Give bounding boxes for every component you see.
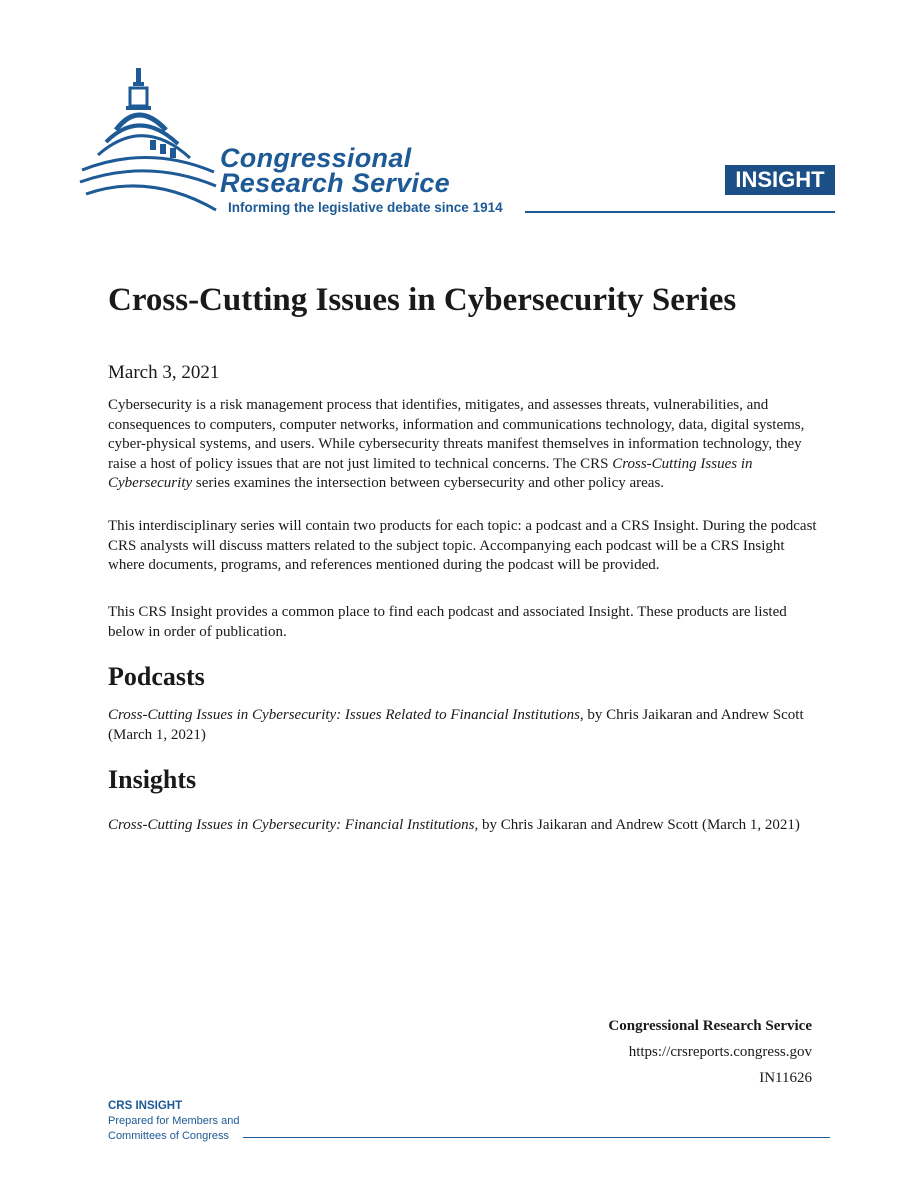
insights-heading: Insights [108,765,197,794]
crs-insight-label [108,1099,239,1144]
series-name-italic: Cross-Cutting Issues in Cybersecurity [108,455,753,491]
insight-link[interactable]: Cross-Cutting Issues in Cybersecurity: Financial Institutions [108,817,475,833]
crs-insight-label-line2: Prepared for Members and [108,1115,240,1127]
podcast-byline: , by Chris Jaikaran and Andrew Scott (March 1, 2021) [108,707,804,743]
page-title: Cross-Cutting Issues in Cybersecurity Series [108,282,737,318]
insight-byline: , by Chris Jaikaran and Andrew Scott (March 1, 2021) [474,817,800,833]
org-tagline: Informing the legislative debate since 1914 [228,200,503,215]
publication-date: March 3, 2021 [108,362,220,383]
header-divider [525,211,835,213]
capitol-dome-logo [78,60,223,215]
podcast-list-item [108,706,818,745]
crs-insight-label-line3: Committees of Congress [108,1130,230,1142]
purpose-paragraph: This CRS Insight provides a common place to find each podcast and associated Insight. These products are listed below in order of publication. [108,604,787,640]
intro-text-a: Cybersecurity is a risk management process that identifies, mitigates, and assesses threats, vulnerabilities, and consequences to computers, computer networks, information and communications technology, data, digital systems, cyber-physical systems, and users. While cybersecurity threats manifest themselves in information technology, they raise a host of policy issues that are not just limited to technical concerns. The CRS [108,397,805,472]
insight-list-item [108,816,818,836]
series-paragraph: This interdisciplinary series will contain two products for each topic: a podcast and a CRS Insight. During the podcast CRS analysts will discuss matters related to the subject topic. Accompanying each podcast will be a CRS Insight where documents, programs, and references mentioned during the podcast will be provided. [108,518,817,573]
intro-paragraph [108,396,818,494]
intro-text-b: series examines the intersection between cybersecurity and other policy areas. [192,475,665,491]
footer-org: Congressional Research Service [608,1018,812,1034]
org-name-line2: Research Service [220,168,450,198]
insight-badge: INSIGHT [725,165,835,195]
crs-insight-label-title: CRS INSIGHT [108,1100,183,1112]
org-name-line1: Congressional [220,143,412,173]
podcasts-heading: Podcasts [108,662,205,691]
footer-block [608,1013,812,1091]
footer-divider [243,1137,830,1138]
footer-url[interactable]: https://crsreports.congress.gov [628,1044,812,1060]
podcast-link[interactable]: Cross-Cutting Issues in Cybersecurity: Issues Related to Financial Institutions [108,707,580,723]
report-id: IN11626 [759,1070,812,1086]
